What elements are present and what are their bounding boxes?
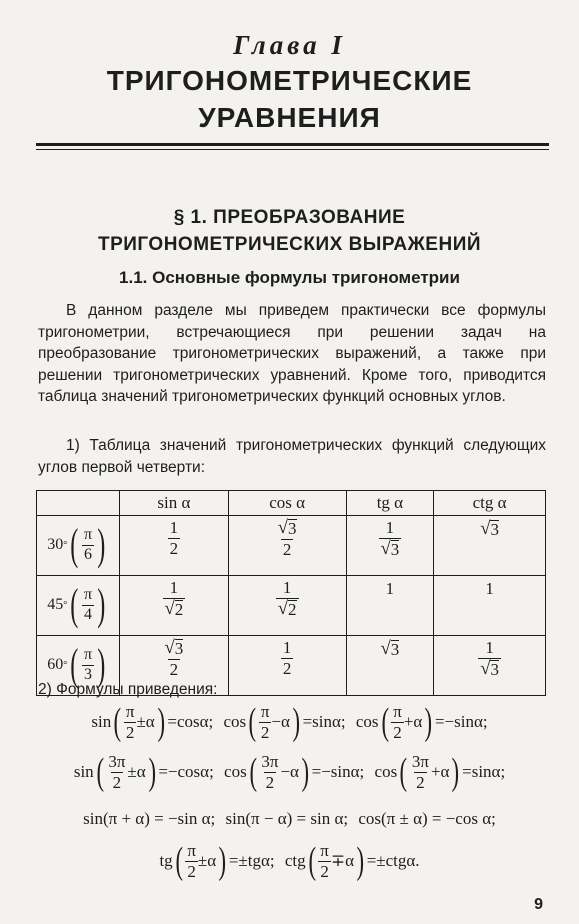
formula-line-2 <box>0 753 579 792</box>
title-rule-thick <box>36 143 549 146</box>
ctg-60: 1 √ 3 <box>434 636 546 696</box>
tg-30: 1 √ 3 <box>346 516 434 576</box>
formula-line-1 <box>0 703 579 742</box>
table-row <box>37 576 546 636</box>
formula-sin-pi-plus: sin(π + α) = −sin α; <box>83 809 216 828</box>
formula-line-4 <box>0 842 579 881</box>
tg-60: √ 3 <box>346 636 434 696</box>
angle-degrees: 60 <box>47 656 64 673</box>
formula-cos-pi-pm: cos(π ± α) = −cos α; <box>358 809 496 828</box>
angle-radians: π 6 <box>83 525 93 563</box>
cos-45: 1 √ 2 <box>228 576 346 636</box>
angle-radians: π 3 <box>83 645 93 683</box>
item-1-paragraph: 1) Таблица значений тригонометрических функций следующих углов первой четверти: <box>38 437 546 476</box>
chapter-title-line-2: УРАВНЕНИЯ <box>198 102 381 133</box>
formula-sin-pi-minus: sin(π − α) = sin α; <box>225 809 349 828</box>
paren-left: ( <box>70 640 79 689</box>
header-cos: cos α <box>228 491 346 516</box>
section-heading-line-2: ТРИГОНОМЕТРИЧЕСКИХ ВЫРАЖЕНИЙ <box>97 234 482 255</box>
degree-sign: ° <box>63 599 68 611</box>
cos-60: $\frac{1}{2}$ <box>228 636 346 696</box>
sin-30: $\frac{1}{2}$ <box>120 516 229 576</box>
page-number: 9 <box>534 896 543 913</box>
table-row <box>37 516 546 576</box>
paren-right: ) <box>97 640 106 689</box>
trig-values-table <box>36 490 546 696</box>
header-ctg: ctg α <box>434 491 546 516</box>
paren-right: ) <box>97 520 106 569</box>
formula-cos-pi2-minus: cos ( π 2 −α ) =sinα; <box>223 701 346 744</box>
sin-45: 1 √ 2 <box>120 576 229 636</box>
table-header-row <box>37 491 546 516</box>
angle-45 <box>47 580 108 629</box>
formula-cos-3pi2-minus: cos ( 3π 2 −α ) =−sinα; <box>224 751 365 794</box>
item-2-heading: 2) Формулы приведения: <box>38 681 218 698</box>
angle-degrees: 30 <box>47 536 64 553</box>
degree-sign: ° <box>63 539 68 551</box>
paren-right: ) <box>97 580 106 629</box>
paren-left: ( <box>70 580 79 629</box>
cos-30: √ 3 2 <box>228 516 346 576</box>
header-sin: sin α <box>120 491 229 516</box>
formula-ctg-pi2: ctg ( π 2 ∓α ) =±ctgα. <box>284 840 420 883</box>
formula-tg-pi2: tg ( π 2 ±α ) =±tgα; <box>159 840 275 883</box>
angle-cell <box>37 516 120 576</box>
formula-cos-pi2-plus: cos ( π 2 +α ) =−sinα; <box>355 701 488 744</box>
chapter-label: Глава I <box>233 30 346 60</box>
angle-radians: π 4 <box>83 585 93 623</box>
ctg-45: 1 <box>434 576 546 636</box>
ctg-30: √ 3 <box>434 516 546 576</box>
table-corner-cell <box>37 491 120 516</box>
angle-30 <box>47 520 108 569</box>
formula-cos-3pi2-plus: cos ( 3π 2 +α ) =sinα; <box>374 751 506 794</box>
angle-cell <box>37 576 120 636</box>
angle-degrees: 45 <box>47 596 64 613</box>
intro-paragraph: В данном разделе мы приведем практически все формулы тригонометрии, встречающиеся при решении задач на преобразование тригонометрических выражений, а также при решении тригонометрических уравнений. Кроме того, приводится таблица значений тригонометрических функций основных углов. <box>38 302 546 405</box>
formula-sin-pi2: sin ( π 2 ±α ) =cosα; <box>91 701 214 744</box>
subsection-heading: 1.1. Основные формулы тригонометрии <box>119 268 460 287</box>
chapter-title-line-1: ТРИГОНОМЕТРИЧЕСКИЕ <box>106 65 473 96</box>
section-heading-line-1: § 1. ПРЕОБРАЗОВАНИЕ <box>173 207 406 228</box>
formula-sin-3pi2: sin ( 3π 2 ±α ) =−cosα; <box>73 751 214 794</box>
paren-left: ( <box>70 520 79 569</box>
title-rule-thin <box>36 149 549 150</box>
tg-45: 1 <box>346 576 434 636</box>
header-tg: tg α <box>346 491 434 516</box>
degree-sign: ° <box>63 659 68 671</box>
sin-60: √ 3 2 <box>120 636 229 696</box>
formula-line-3 <box>0 809 579 829</box>
